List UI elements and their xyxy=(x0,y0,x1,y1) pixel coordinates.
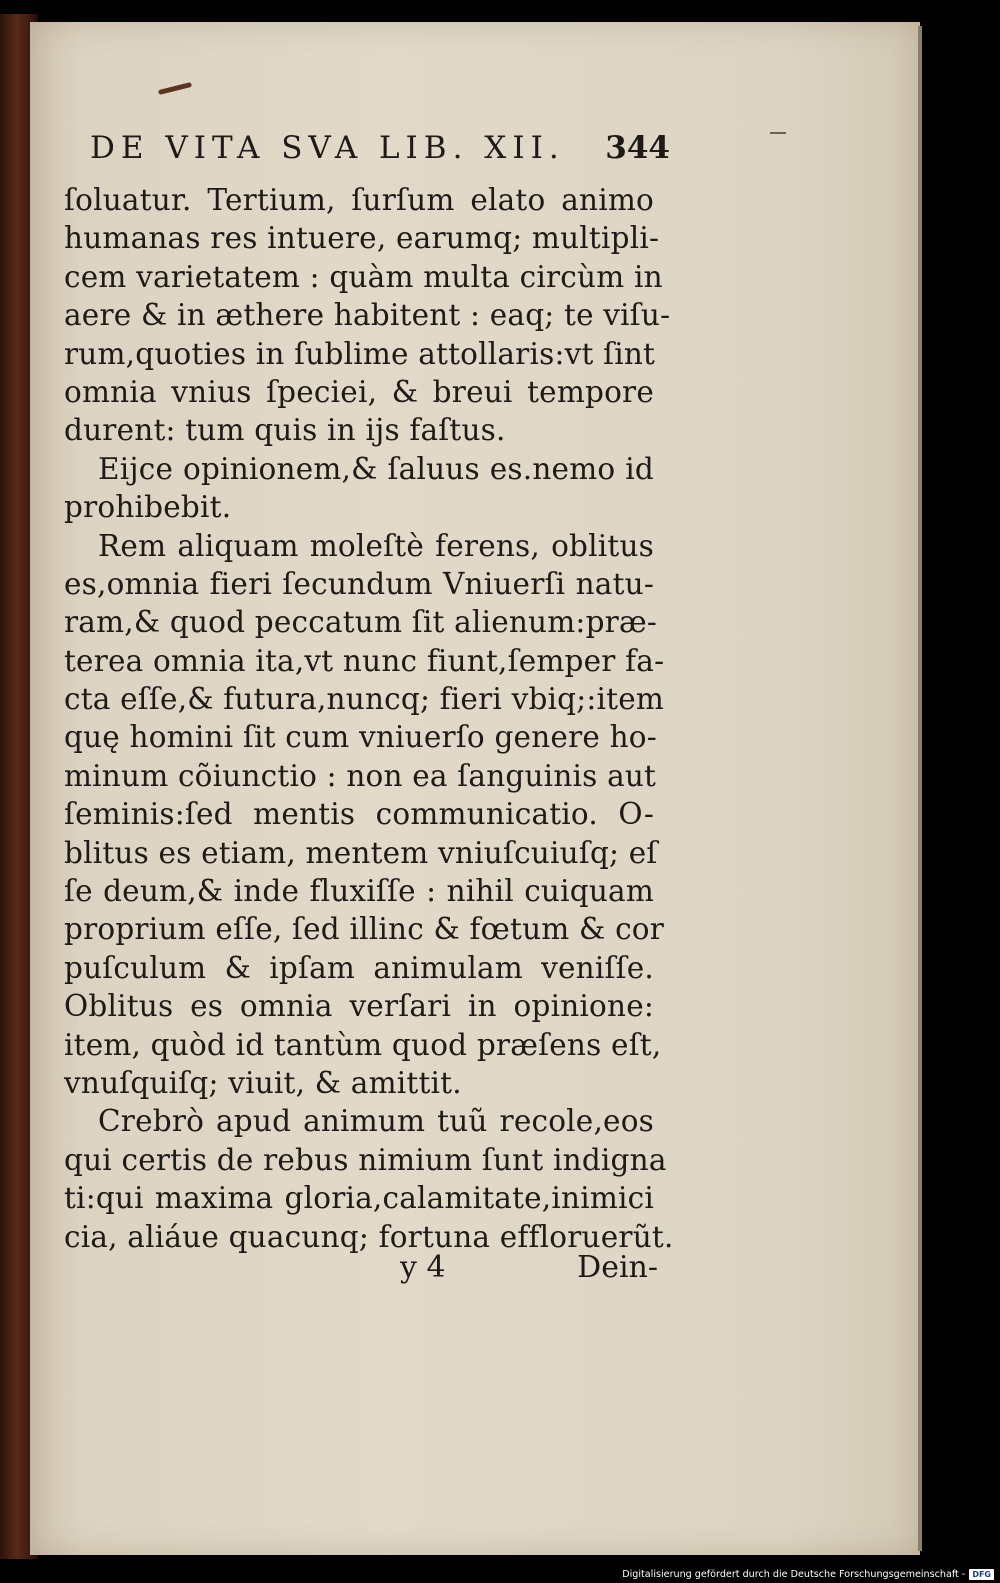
text-line: aere & in æthere habitent : eaq; te viſu- xyxy=(64,298,671,333)
digitization-credit xyxy=(600,1566,1000,1583)
body-text xyxy=(64,181,674,1256)
text-line: cta eſſe,& futura,nuncq; fieri vbiq;:item xyxy=(64,682,665,717)
page-number: 344 xyxy=(605,130,670,166)
text-line: Oblitus es omnia verſari in opinione: xyxy=(64,989,654,1024)
page-footer xyxy=(400,1250,658,1294)
text-line: item, quòd id tantùm quod præſens eſt, xyxy=(64,1027,662,1062)
text-line: es,omnia fieri ſecundum Vniuerſi natu- xyxy=(64,566,654,601)
text-line: proprium eſſe, ſed illinc & fœtum & cor xyxy=(64,912,665,947)
text-line: ſeminis:ſed mentis communicatio. O- xyxy=(64,797,654,832)
text-line: vnuſquiſq; viuit, & amittit. xyxy=(64,1065,462,1100)
signature-mark: y 4 xyxy=(400,1250,446,1285)
text-line: ram,& quod peccatum ſit alienum:præ- xyxy=(64,605,658,640)
dfg-logo: DFG xyxy=(969,1569,994,1580)
text-line: humanas res intuere, earumq; multipli- xyxy=(64,221,660,256)
text-line: puſculum & ipſam animulam veniſſe. xyxy=(64,950,654,985)
margin-tick-mark xyxy=(770,132,786,134)
text-line: ti:qui maxima gloria,calamitate,inimici xyxy=(64,1181,654,1216)
text-line: durent: tum quis in ijs faſtus. xyxy=(64,413,506,448)
running-head: DE VITA SVA LIB. XII. xyxy=(90,130,565,166)
text-line: omnia vnius ſpeciei, & breui tempore xyxy=(64,374,654,409)
text-line: Crebrò apud animum tuũ recole,eos xyxy=(98,1104,654,1139)
text-line: qui certis de rebus nimium ſunt indigna xyxy=(64,1142,667,1177)
text-line: quę homini ſit cum vniuerſo genere ho- xyxy=(64,720,657,755)
text-line: minum cõiunctio : non ea ſanguinis aut xyxy=(64,758,657,793)
text-line: ſe deum,& inde fluxiſſe : nihil cuiquam xyxy=(64,874,654,909)
text-line: Rem aliquam moleſtè ferens, oblitus xyxy=(98,528,654,563)
text-line: cia, aliáue quacunq; fortuna effloruerũt. xyxy=(64,1219,674,1254)
text-line: blitus es etiam, mentem vniuſcuiuſq; eſ xyxy=(64,835,658,870)
text-line: terea omnia ita,vt nunc fiunt,ſemper fa- xyxy=(64,643,665,678)
text-line: cem varietatem : quàm multa circùm in xyxy=(64,259,663,294)
page-edge-shadow xyxy=(918,26,922,1551)
text-line: ſoluatur. Tertium, ſurſum elato animo xyxy=(64,183,654,217)
credit-text: Digitalisierung gefördert durch die Deutsche Forschungsgemeinschaft - xyxy=(622,1569,966,1580)
page-header xyxy=(90,130,670,174)
text-line: rum,quoties in ſublime attollaris:vt ſint xyxy=(64,336,656,371)
catchword: Dein- xyxy=(577,1250,658,1285)
text-line: prohibebit. xyxy=(64,490,232,525)
text-line: Eijce opinionem,& ſaluus es.nemo id xyxy=(98,451,654,486)
